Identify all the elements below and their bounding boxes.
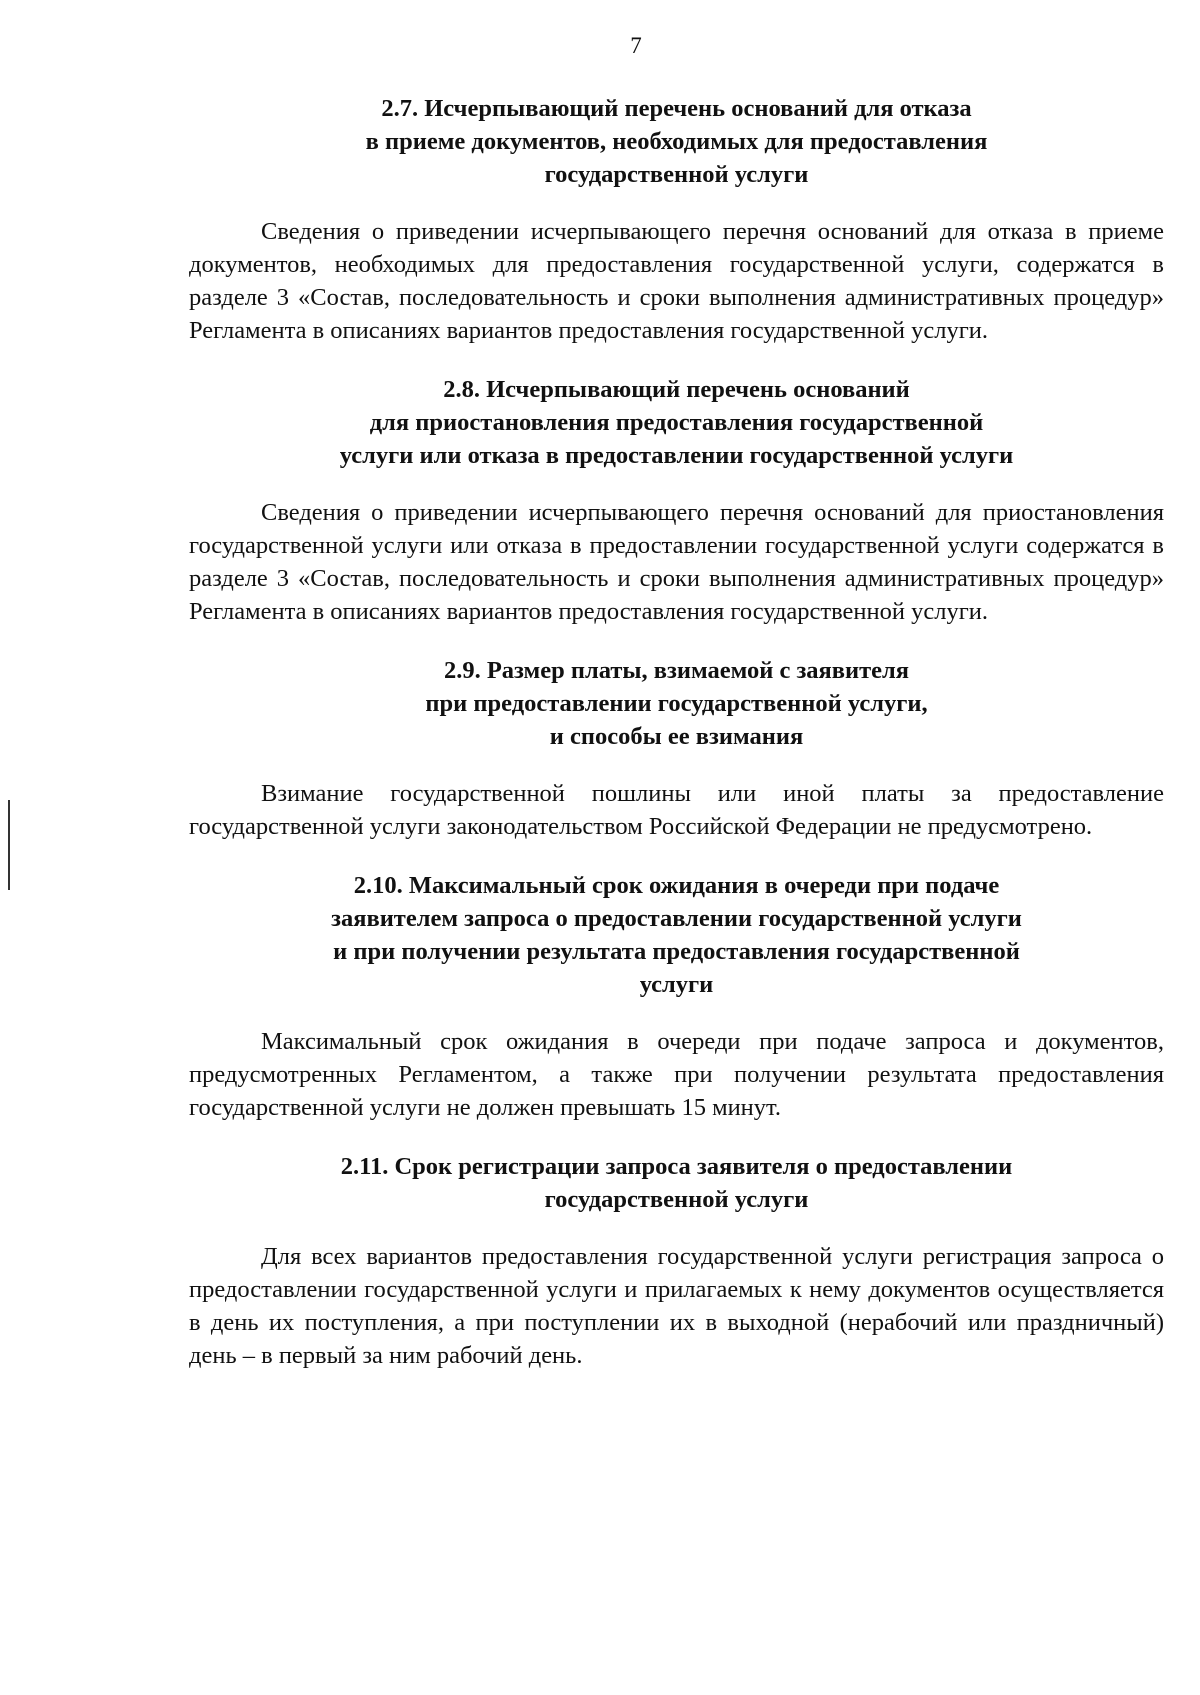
heading-line: 2.10. Максимальный срок ожидания в очереди при подаче <box>353 872 1000 899</box>
heading-line: государственной услуги <box>544 161 809 188</box>
heading-line: в приеме документов, необходимых для предоставления <box>365 128 988 155</box>
section-paragraph: Взимание государственной пошлины или иной платы за предоставление государственной услуги законодательством Российской Федерации не предусмотрено. <box>189 780 1164 840</box>
heading-line: 2.7. Исчерпывающий перечень оснований для отказа <box>381 95 972 122</box>
heading-line: государственной услуги <box>544 1186 809 1213</box>
section-2-10 <box>189 869 1164 1124</box>
heading-line: для приостановления предоставления государственной <box>369 409 984 436</box>
document-body <box>189 92 1164 1398</box>
heading-line: и при получении результата предоставления государственной <box>333 938 1020 965</box>
section-heading <box>189 92 1164 191</box>
section-2-11 <box>189 1150 1164 1372</box>
section-paragraph: Сведения о приведении исчерпывающего перечня оснований для приостановления государственной услуги или отказа в предоставлении государственной услуги содержатся в разделе 3 «Состав, последовательность и сроки выполнения административных процедур» Регламента в описаниях вариантов предоставления государственной услуги. <box>189 499 1164 625</box>
heading-line: 2.9. Размер платы, взимаемой с заявителя <box>443 657 910 684</box>
section-heading <box>189 654 1164 753</box>
heading-line: услуги или отказа в предоставлении государственной услуги <box>339 442 1014 469</box>
page-number: 7 <box>630 33 642 58</box>
section-heading <box>189 869 1164 1001</box>
section-2-9 <box>189 654 1164 843</box>
section-heading <box>189 1150 1164 1216</box>
heading-line: 2.11. Срок регистрации запроса заявителя о предоставлении <box>340 1153 1013 1180</box>
scan-artifact-line <box>8 800 10 890</box>
heading-line: и способы ее взимания <box>549 723 804 750</box>
section-2-7 <box>189 92 1164 347</box>
section-2-8 <box>189 373 1164 628</box>
section-paragraph: Сведения о приведении исчерпывающего перечня оснований для отказа в приеме документов, необходимых для предоставления государственной услуги, содержатся в разделе 3 «Состав, последовательность и сроки выполнения административных процедур» Регламента в описаниях вариантов предоставления государственной услуги. <box>189 218 1164 344</box>
heading-line: при предоставлении государственной услуги, <box>425 690 928 717</box>
heading-line: 2.8. Исчерпывающий перечень оснований <box>443 376 910 403</box>
section-paragraph: Для всех вариантов предоставления государственной услуги регистрация запроса о предоставлении государственной услуги и прилагаемых к нему документов осуществляется в день их поступления, а при поступлении их в выходной (нерабочий или праздничный) день – в первый за ним рабочий день. <box>189 1243 1164 1369</box>
heading-line: услуги <box>639 971 714 998</box>
heading-line: заявителем запроса о предоставлении государственной услуги <box>331 905 1022 932</box>
section-paragraph: Максимальный срок ожидания в очереди при подаче запроса и документов, предусмотренных Регламентом, а также при получении результата предоставления государственной услуги не должен превышать 15 минут. <box>189 1028 1164 1121</box>
section-heading <box>189 373 1164 472</box>
